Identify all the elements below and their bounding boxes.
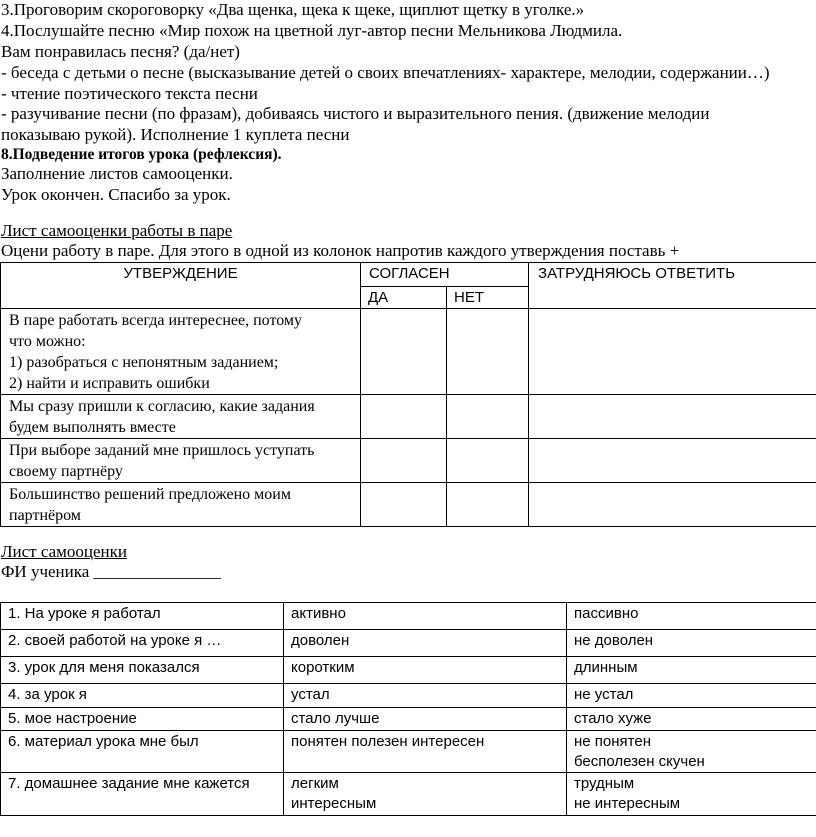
table-row <box>1 657 816 684</box>
statement-cell: При выборе заданий мне пришлось уступать своему партнёру <box>1 439 361 483</box>
pair-sheet-title: Лист самооценки работы в паре <box>1 221 233 240</box>
no-cell[interactable] <box>447 439 529 483</box>
yes-cell[interactable] <box>361 395 447 439</box>
option-b-cell[interactable]: пассивно <box>567 603 816 630</box>
question-cell: 2. своей работой на уроке я … <box>1 630 284 657</box>
option-a-cell[interactable]: доволен <box>284 630 567 657</box>
option-a-cell[interactable]: легким интересным <box>284 773 567 816</box>
header-difficult: ЗАТРУДНЯЮСЬ ОТВЕТИТЬ <box>529 263 816 309</box>
table-row <box>1 684 816 708</box>
header-statement: УТВЕРЖДЕНИЕ <box>1 263 361 309</box>
pair-assessment-table <box>0 262 816 527</box>
text-line: 3.Проговорим скороговорку «Два щенка, щека к щеке, щиплют щетку в уголке.» <box>1 0 585 19</box>
text-line: Заполнение листов самооценки. <box>1 164 233 183</box>
table-row <box>1 773 816 816</box>
difficult-cell[interactable] <box>529 483 816 527</box>
header-yes: ДА <box>361 287 447 309</box>
yes-cell[interactable] <box>361 439 447 483</box>
table-row <box>1 708 816 731</box>
difficult-cell[interactable] <box>529 309 816 395</box>
table-row <box>1 603 816 630</box>
option-a-cell[interactable]: понятен полезен интересен <box>284 731 567 773</box>
question-cell: 4. за урок я <box>1 684 284 708</box>
statement-cell: Мы сразу пришли к согласию, какие задания будем выполнять вместе <box>1 395 361 439</box>
table-row <box>1 630 816 657</box>
option-b-cell[interactable]: не понятен бесполезен скучен <box>567 731 816 773</box>
text-line: - разучивание песни (по фразам), добиваясь чистого и выразительного пения. (движение мелодии <box>1 104 710 123</box>
self-assessment-table <box>0 602 816 816</box>
no-cell[interactable] <box>447 309 529 395</box>
table-row <box>1 395 816 439</box>
text-line: - чтение поэтического текста песни <box>1 84 258 103</box>
yes-cell[interactable] <box>361 309 447 395</box>
difficult-cell[interactable] <box>529 439 816 483</box>
pair-sheet-instruction: Оцени работу в паре. Для этого в одной из колонок напротив каждого утверждения поставь + <box>1 241 680 260</box>
statement-cell: В паре работать всегда интереснее, потому что можно: 1) разобраться с непонятным заданием; 2) найти и исправить ошибки <box>1 309 361 395</box>
statement-cell: Большинство решений предложено моим партнёром <box>1 483 361 527</box>
option-b-cell[interactable]: длинным <box>567 657 816 684</box>
section-heading: 8.Подведение итогов урока (рефлексия). <box>1 146 282 163</box>
table-row <box>1 731 816 773</box>
text-line: Урок окончен. Спасибо за урок. <box>1 185 231 204</box>
table-row <box>1 309 816 395</box>
option-b-cell[interactable]: стало хуже <box>567 708 816 731</box>
question-cell: 7. домашнее задание мне кажется <box>1 773 284 816</box>
table-row <box>1 439 816 483</box>
table-header-row <box>1 263 816 287</box>
option-a-cell[interactable]: стало лучше <box>284 708 567 731</box>
difficult-cell[interactable] <box>529 395 816 439</box>
no-cell[interactable] <box>447 395 529 439</box>
table-row <box>1 483 816 527</box>
text-line: 4.Послушайте песню «Мир похож на цветной луг-автор песни Мельникова Людмила. <box>1 21 623 40</box>
text-line: показываю рукой). Исполнение 1 куплета песни <box>1 125 350 144</box>
question-cell: 3. урок для меня показался <box>1 657 284 684</box>
text-line: - беседа с детьми о песне (высказывание детей о своих впечатлениях- характере, мелодии, содержании…) <box>1 63 770 82</box>
no-cell[interactable] <box>447 483 529 527</box>
self-sheet-title: Лист самооценки <box>1 542 128 561</box>
yes-cell[interactable] <box>361 483 447 527</box>
student-name-line: ФИ ученика _______________ <box>1 562 222 581</box>
option-b-cell[interactable]: не доволен <box>567 630 816 657</box>
question-cell: 6. материал урока мне был <box>1 731 284 773</box>
question-cell: 5. мое настроение <box>1 708 284 731</box>
header-agree: СОГЛАСЕН <box>361 263 529 287</box>
option-a-cell[interactable]: активно <box>284 603 567 630</box>
header-no: НЕТ <box>447 287 529 309</box>
option-a-cell[interactable]: устал <box>284 684 567 708</box>
option-b-cell[interactable]: трудным не интересным <box>567 773 816 816</box>
option-a-cell[interactable]: коротким <box>284 657 567 684</box>
text-line: Вам понравилась песня? (да/нет) <box>1 42 240 61</box>
question-cell: 1. На уроке я работал <box>1 603 284 630</box>
option-b-cell[interactable]: не устал <box>567 684 816 708</box>
